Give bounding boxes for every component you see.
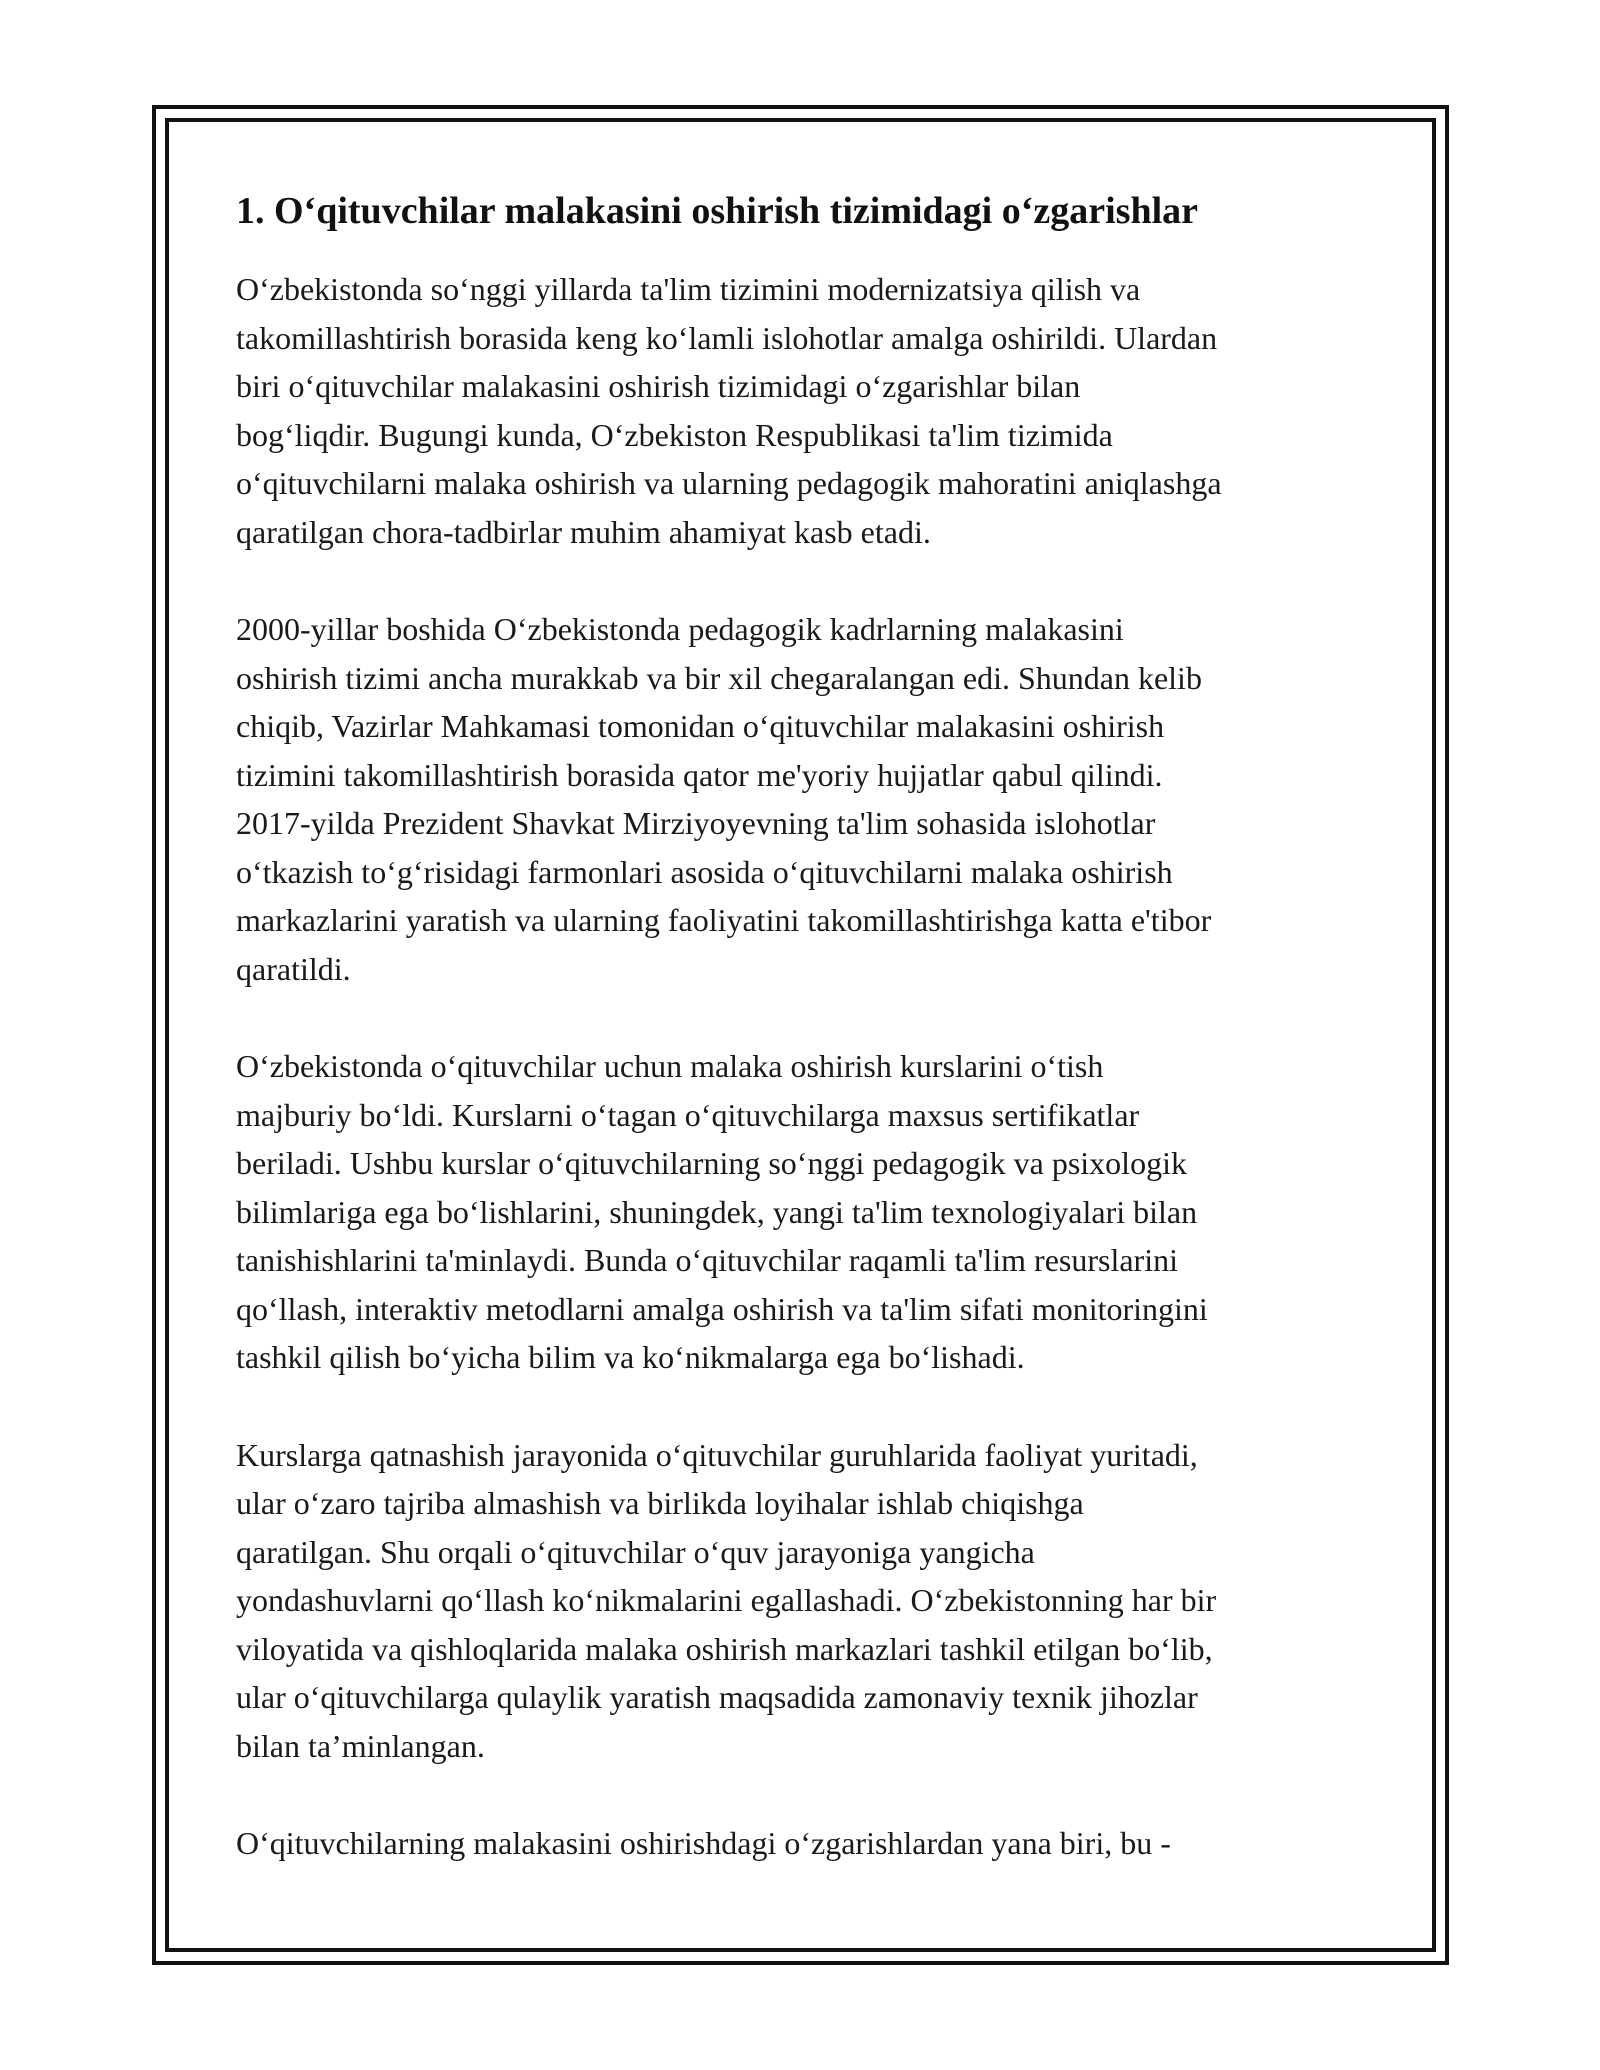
text-line: biri o‘qituvchilar malakasini oshirish tizimidagi o‘zgarishlar bilan: [236, 368, 1081, 404]
text-line: majburiy bo‘ldi. Kurslarni o‘tagan o‘qituvchilarga maxsus sertifikatlar: [236, 1096, 1140, 1133]
text-line: qo‘llash, interaktiv metodlarni amalga oshirish va ta'lim sifati monitoringini: [236, 1290, 1208, 1327]
text-line: 2000-yillar boshida O‘zbekistonda pedagogik kadrlarning malakasini: [236, 611, 1124, 647]
text-line: 2017-yilda Prezident Shavkat Mirziyoyevning ta'lim sohasida islohotlar: [236, 805, 1156, 841]
paragraph-2: [236, 605, 1376, 993]
text-line: o‘tkazish to‘g‘risidagi farmonlari asosida o‘qituvchilarni malaka oshirish: [236, 853, 1173, 890]
text-line: ular o‘qituvchilarga qulaylik yaratish maqsadida zamonaviy texnik jihozlar: [236, 1679, 1198, 1715]
text-line: takomillashtirish borasida keng ko‘lamli islohotlar amalga oshirildi. Ulardan: [236, 319, 1218, 356]
text-line: O‘zbekistonda o‘qituvchilar uchun malaka oshirish kurslarini o‘tish: [236, 1048, 1104, 1084]
text-line: chiqib, Vazirlar Mahkamasi tomonidan o‘qituvchilar malakasini oshirish: [236, 708, 1165, 744]
text-line: O‘qituvchilarning malakasini oshirishdagi o‘zgarishlardan yana biri, bu -: [236, 1825, 1171, 1861]
text-line: yondashuvlarni qo‘llash ko‘nikmalarini egallashadi. O‘zbekistonning har bir: [236, 1582, 1217, 1618]
text-line: ular o‘zaro tajriba almashish va birlikda loyihalar ishlab chiqishga: [236, 1485, 1084, 1521]
paragraph-4: [236, 1431, 1376, 1771]
paragraph-3: [236, 1042, 1376, 1382]
document-body: [236, 185, 1376, 1917]
paragraph-1: [236, 265, 1376, 556]
text-line: tizimini takomillashtirish borasida qator me'yoriy hujjatlar qabul qilindi.: [236, 756, 1163, 793]
text-line: qaratildi.: [236, 950, 351, 987]
text-line: oshirish tizimi ancha murakkab va bir xil chegaralangan edi. Shundan kelib: [236, 659, 1202, 696]
text-line: viloyatida va qishloqlarida malaka oshirish markazlari tashkil etilgan bo‘lib,: [236, 1630, 1213, 1667]
text-line: tashkil qilish bo‘yicha bilim va ko‘nikmalarga ega bo‘lishadi.: [236, 1339, 1025, 1375]
paragraph-5: [236, 1819, 1376, 1868]
text-line: markazlarini yaratish va ularning faoliyatini takomillashtirishga katta e'tibor: [236, 902, 1212, 938]
text-line: bog‘liqdir. Bugungi kunda, O‘zbekiston Respublikasi ta'lim tizimida: [236, 416, 1113, 453]
text-line: qaratilgan. Shu orqali o‘qituvchilar o‘quv jarayoniga yangicha: [236, 1533, 1035, 1570]
text-line: beriladi. Ushbu kurslar o‘qituvchilarning so‘nggi pedagogik va psixologik: [236, 1145, 1187, 1181]
text-line: o‘qituvchilarni malaka oshirish va ularning pedagogik mahoratini aniqlashga: [236, 465, 1222, 501]
text-line: tanishishlarini ta'minlaydi. Bunda o‘qituvchilar raqamli ta'lim resurslarini: [236, 1242, 1178, 1278]
text-line: bilimlariga ega bo‘lishlarini, shuningdek, yangi ta'lim texnologiyalari bilan: [236, 1193, 1198, 1230]
text-line: Kurslarga qatnashish jarayonida o‘qituvchilar guruhlarida faoliyat yuritadi,: [236, 1436, 1198, 1473]
section-title: 1. O‘qituvchilar malakasini oshirish tizimidagi o‘zgarishlar: [236, 190, 1199, 232]
text-line: qaratilgan chora-tadbirlar muhim ahamiyat kasb etadi.: [236, 513, 931, 550]
text-line: bilan ta’minlangan.: [236, 1727, 485, 1764]
text-line: O‘zbekistonda so‘nggi yillarda ta'lim tizimini modernizatsiya qilish va: [236, 271, 1141, 307]
